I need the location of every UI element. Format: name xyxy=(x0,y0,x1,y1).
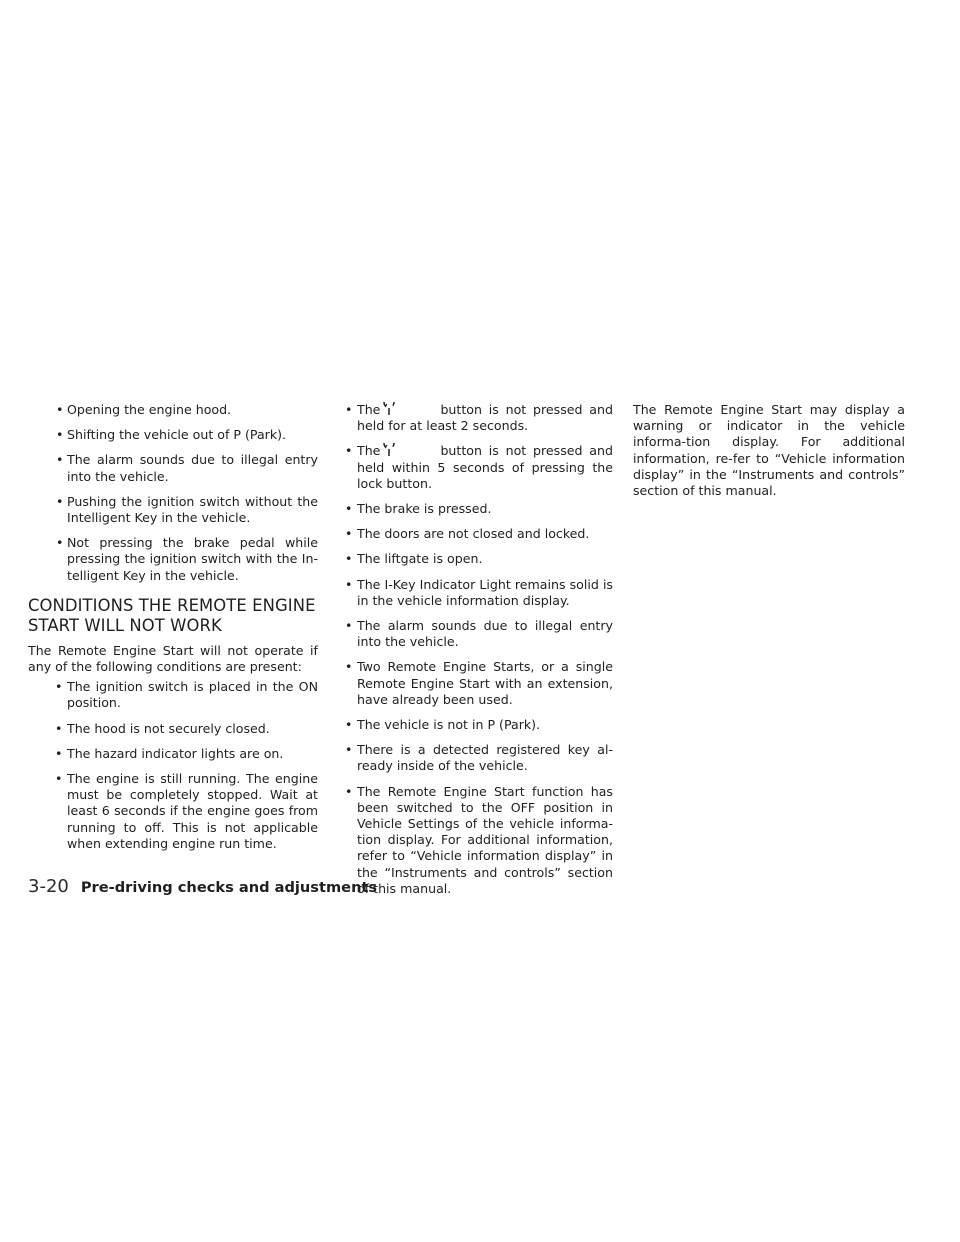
list-item: • The ignition switch is placed in the ON position. xyxy=(55,679,318,711)
conditions-list-continued xyxy=(321,402,613,897)
list-item: • The button is not pressed and held for at least 2 seconds. xyxy=(321,402,613,434)
conditions-list xyxy=(28,679,318,852)
info-paragraph: The Remote Engine Start may display a warning or indicator in the vehicle informa-tion display. For additional information, re-fer to “Vehicle information display” in the “Instruments and controls” section of this manual. xyxy=(633,402,905,499)
list-item: • The vehicle is not in P (Park). xyxy=(345,717,541,733)
list-item: • The button is not pressed and held within 5 seconds of pressing the lock button. xyxy=(321,443,613,492)
bullet: • xyxy=(56,493,64,509)
bullet: • xyxy=(56,535,64,551)
bullet: • xyxy=(345,501,353,517)
list-item: • The alarm sounds due to illegal entry into the vehicle. xyxy=(56,452,318,484)
bullet: • xyxy=(56,452,64,468)
bullet: • xyxy=(345,717,353,733)
list-item: • The engine is still running. The engine must be completely stopped. Wait at least 6 seconds if the engine goes from running to off. This is not applicable when extending engine run time. xyxy=(55,771,318,851)
list-item: • The liftgate is open. xyxy=(345,551,483,567)
list-item: • The brake is pressed. xyxy=(345,501,492,517)
list-item: • The doors are not closed and locked. xyxy=(345,526,590,542)
bullet: • xyxy=(345,551,353,567)
bullet: • xyxy=(345,618,353,634)
section-title: Pre-driving checks and adjustments xyxy=(80,879,378,896)
bullet: • xyxy=(55,679,63,695)
bullet: • xyxy=(345,443,353,459)
list-item: • Shifting the vehicle out of P (Park). xyxy=(56,427,287,443)
remote-start-icon xyxy=(382,402,396,416)
list-item: • There is a detected registered key al-ready inside of the vehicle. xyxy=(345,742,613,774)
list-item: • The Remote Engine Start function has been switched to the OFF position in Vehicle Settings of the vehicle informa-tion display. For additional information, refer to “Vehicle information display” in the “Instruments and controls” section of this manual. xyxy=(345,783,613,896)
section-heading: CONDITIONS THE REMOTE ENGINE START WILL NOT WORK xyxy=(28,595,316,635)
bullet: • xyxy=(56,402,64,417)
list-item: • Not pressing the brake pedal while pressing the ignition switch with the In-telligent Key in the vehicle. xyxy=(56,535,318,583)
remote-start-icon xyxy=(382,443,396,457)
list-item: • Pushing the ignition switch without the Intelligent Key in the vehicle. xyxy=(56,493,318,526)
column-1 xyxy=(28,402,318,861)
bullet: • xyxy=(55,745,63,761)
bullet: • xyxy=(345,526,353,542)
list-item: • Two Remote Engine Starts, or a single Remote Engine Start with an extension, have already been used. xyxy=(345,659,613,707)
column-2 xyxy=(323,402,613,906)
column-3 xyxy=(633,402,905,503)
page-number: 3-20 xyxy=(28,876,69,897)
page-footer xyxy=(28,876,377,897)
bullet: • xyxy=(55,720,63,736)
list-item: • The hood is not securely closed. xyxy=(55,720,270,736)
list-item: • Opening the engine hood. xyxy=(56,402,232,417)
bullet: • xyxy=(56,427,64,443)
bullet: • xyxy=(345,576,353,592)
bullet: • xyxy=(345,402,353,417)
bullet: • xyxy=(345,659,353,675)
list-item: • The alarm sounds due to illegal entry into the vehicle. xyxy=(345,618,613,650)
bullet: • xyxy=(55,771,63,787)
bullet: • xyxy=(345,742,353,758)
section-intro: The Remote Engine Start will not operate if any of the following conditions are present: xyxy=(28,642,318,675)
bullet: • xyxy=(345,783,353,799)
exit-conditions-list xyxy=(28,402,318,584)
list-item: • The I-Key Indicator Light remains solid is in the vehicle information display. xyxy=(345,576,613,608)
list-item: • The hazard indicator lights are on. xyxy=(55,745,284,761)
